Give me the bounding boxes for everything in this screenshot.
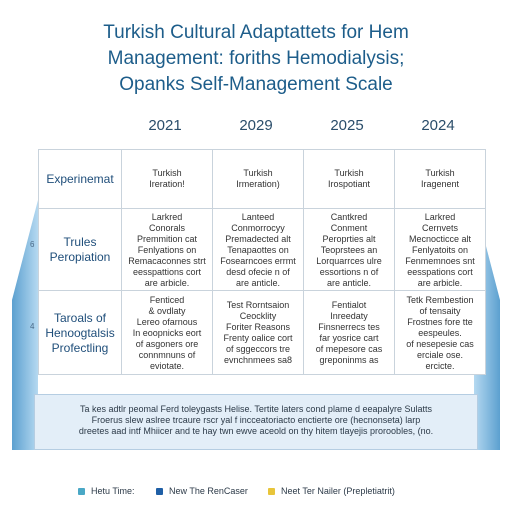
grid-cell: Larkred Conorals Premmition cat Fenlyations on Remacaconnes strt eesspattions cort are arbicle. <box>128 211 206 288</box>
legend-label: Hetu Time: <box>91 486 135 496</box>
grid-row <box>39 208 485 291</box>
grid-cell: Test Rorntsaion Ceocklity Foriter Reasons Frenty oalice cort of sggeccors tre evnchnmees sa8 <box>223 300 293 365</box>
year-header-row <box>0 117 512 139</box>
title-line-3: Opanks Self-Management Scale <box>119 74 393 95</box>
legend <box>0 486 512 500</box>
legend-item <box>156 486 248 496</box>
banner-line-2: Froerus slew aslree trcaure rscr yal f incceatoriacto enctierte ore (hecnonseta) larp <box>91 415 421 425</box>
title-line-2: Management: foriths Hemodialysis; <box>107 48 405 69</box>
side-mark: 6 <box>30 240 35 249</box>
row-label: Trules Peropiation <box>49 235 111 264</box>
grid-cell: Fentialot Inreedaty Finsnerrecs tes far yosrice cart of mepesore cas greponinms as <box>315 300 383 365</box>
row-label: Experinemat <box>46 171 114 186</box>
grid-cell: Turkish Ireration! <box>149 168 185 189</box>
title-line-1: Turkish Cultural Adaptattets for Hem <box>103 22 409 43</box>
comparison-grid <box>38 149 486 375</box>
legend-item <box>268 486 395 496</box>
year-label: 2024 <box>421 117 455 134</box>
side-mark: 4 <box>30 322 35 331</box>
legend-label: Neet Ter Nailer (Prepletiatrit) <box>281 486 395 496</box>
legend-swatch-icon <box>156 488 163 495</box>
grid-cell: Fenticed & ovdlaty Lereo ofarnous In eoopnicks eort of asgoners ore connmnuns of eviotate. <box>132 294 202 371</box>
diagram-title <box>20 20 492 98</box>
year-label: 2029 <box>239 117 273 134</box>
grid-cell: Tetk Rembestion of tensaity Frostnes fore tte eespeules. of nesepesie cas erciale ose. ercicte. <box>406 294 474 371</box>
banner-line-1: Ta kes adtlr peomal Ferd toleygasts Helise. Tertite laters cond plame d eeapalyre Sulatts <box>79 404 432 414</box>
grid-row <box>39 150 485 208</box>
grid-cell: Lanteed Conmorrocyy Premadected alt Tenapaottes on Fosearncoes errmt desd ofecie n of are anticle. <box>220 211 296 288</box>
banner-line-3: dreetes aad intf Mhiicer and te hay twn ewve aceold on thy hitem tlayejis proroobles, (no. <box>78 426 434 436</box>
legend-swatch-icon <box>78 488 85 495</box>
grid-row <box>39 290 485 375</box>
grid-cell: Turkish Irmeration) <box>236 168 280 189</box>
grid-cell: Cantkred Conment Peroprties alt Teoprstees an Lorquarrces ulre essortions n of are anticle. <box>316 211 382 288</box>
grid-cell: Larkred Cernvets Mecnocticce alt Fenlyatoits on Fenmemnoes snt eesspations cort are arbicle. <box>405 211 475 288</box>
legend-label: New The RenCaser <box>169 486 248 496</box>
legend-item <box>78 486 135 496</box>
summary-banner <box>34 394 478 450</box>
legend-swatch-icon <box>268 488 275 495</box>
year-label: 2021 <box>148 117 182 134</box>
grid-cell: Turkish Irospotiant <box>327 168 371 189</box>
grid-cell: Turkish Iragenent <box>420 168 460 189</box>
row-label: Taroals of Henoogtalsis Profectling <box>45 310 115 355</box>
year-label: 2025 <box>330 117 364 134</box>
